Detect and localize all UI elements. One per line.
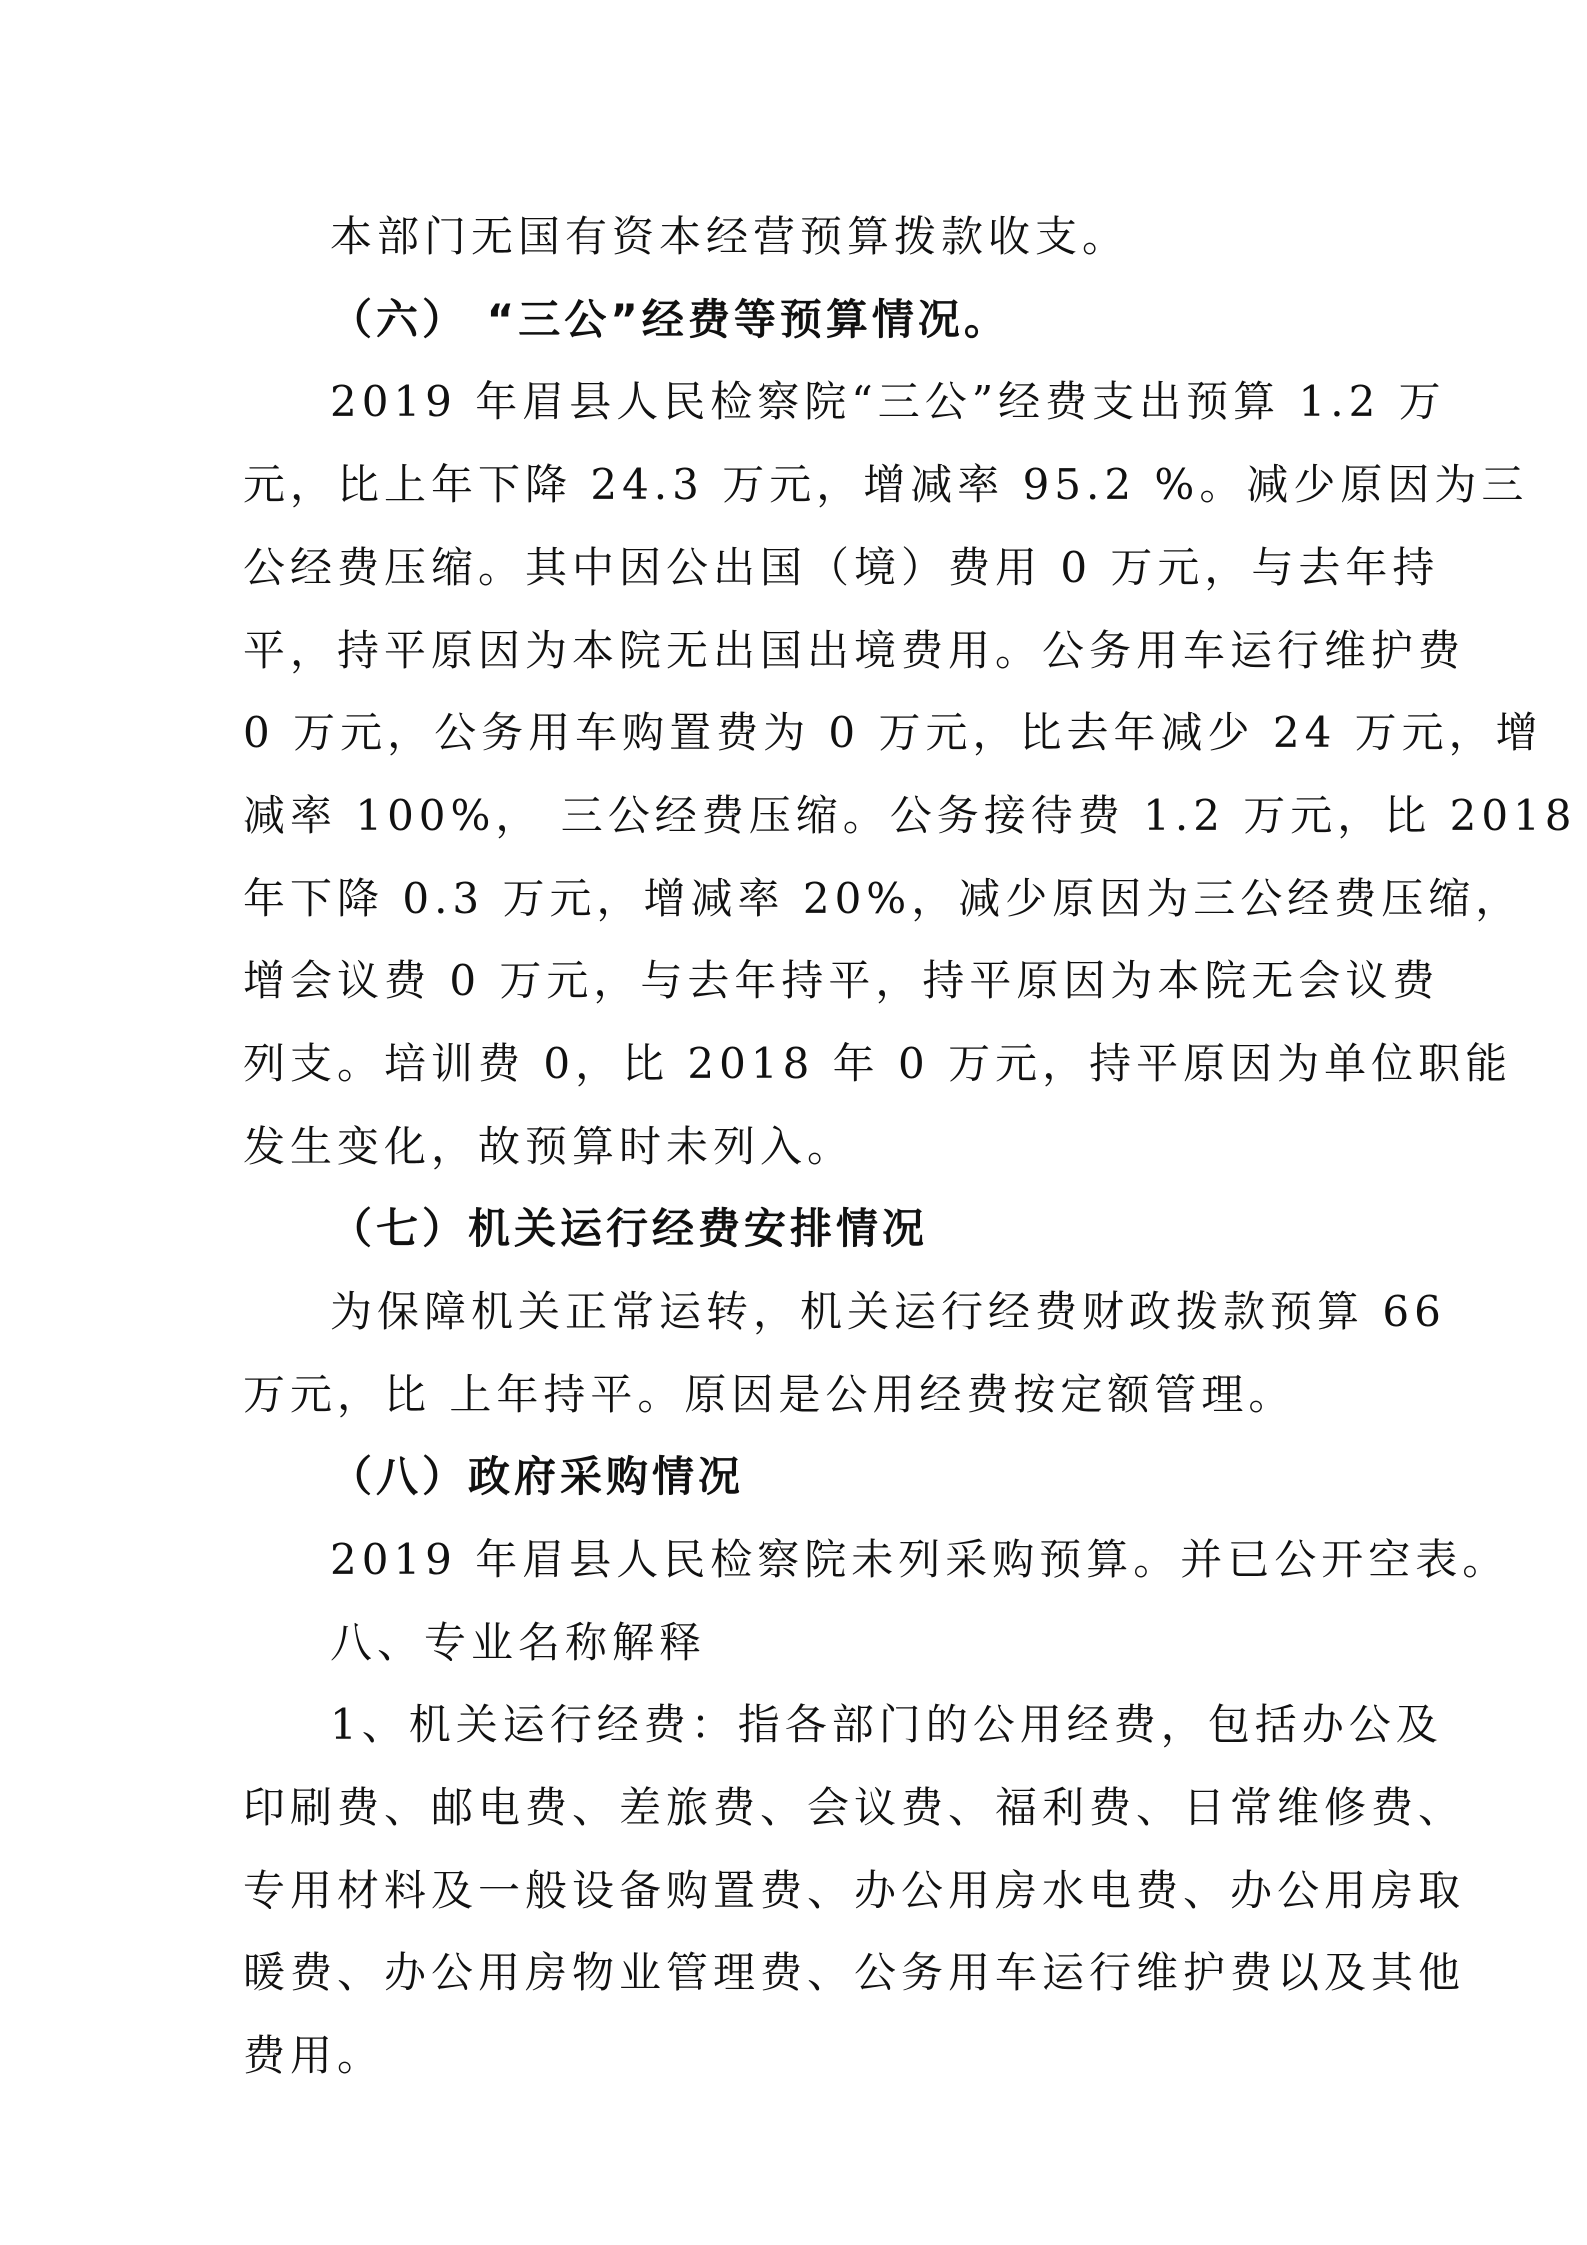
- paragraph-line: 本部门无国有资本经营预算拨款收支。: [330, 212, 1130, 261]
- paragraph-line: 专用材料及一般设备购置费、办公用房水电费、办公用房取: [243, 1866, 1466, 1915]
- paragraph-line: 2019 年眉县人民检察院未列采购预算。并已公开空表。: [330, 1535, 1510, 1584]
- paragraph-line: 元，比上年下降 24.3 万元，增减率 95.2 %。减少原因为三: [243, 460, 1529, 509]
- paragraph-line: 费用。: [243, 2031, 385, 2080]
- paragraph-line: 年下降 0.3 万元，增减率 20%，减少原因为三公经费压缩，: [243, 874, 1523, 923]
- paragraph-line: 减率 100%， 三公经费压缩。公务接待费 1.2 万元，比 2018: [243, 791, 1577, 840]
- paragraph-line: 列支。培训费 0，比 2018 年 0 万元，持平原因为单位职能: [243, 1039, 1513, 1088]
- paragraph-line: 为保障机关正常运转，机关运行经费财政拨款预算 66: [330, 1287, 1446, 1336]
- section-heading-terms: 八、专业名称解释: [330, 1618, 707, 1667]
- paragraph-line: 暖费、办公用房物业管理费、公务用车运行维护费以及其他: [243, 1948, 1466, 1997]
- paragraph-line: 增会议费 0 万元，与去年持平，持平原因为本院无会议费: [243, 956, 1440, 1005]
- section-heading-eight: （八）政府采购情况: [330, 1452, 745, 1501]
- paragraph-line: 1、机关运行经费：指各部门的公用经费，包括办公及: [330, 1700, 1443, 1749]
- paragraph-line: 2019 年眉县人民检察院“三公”经费支出预算 1.2 万: [330, 377, 1446, 426]
- paragraph-line: 平，持平原因为本院无出国出境费用。公务用车运行维护费: [243, 626, 1466, 675]
- paragraph-line: 印刷费、邮电费、差旅费、会议费、福利费、日常维修费、: [243, 1783, 1466, 1832]
- paragraph-line: 发生变化，故预算时未列入。: [243, 1122, 855, 1171]
- paragraph-line: 万元，比 上年持平。原因是公用经费按定额管理。: [243, 1370, 1296, 1419]
- section-heading-six: （六） “三公”经费等预算情况。: [330, 295, 1010, 344]
- section-heading-seven: （七）机关运行经费安排情况: [330, 1204, 929, 1253]
- paragraph-line: 公经费压缩。其中因公出国（境）费用 0 万元，与去年持: [243, 543, 1440, 592]
- paragraph-line: 0 万元，公务用车购置费为 0 万元，比去年减少 24 万元，增: [243, 708, 1543, 757]
